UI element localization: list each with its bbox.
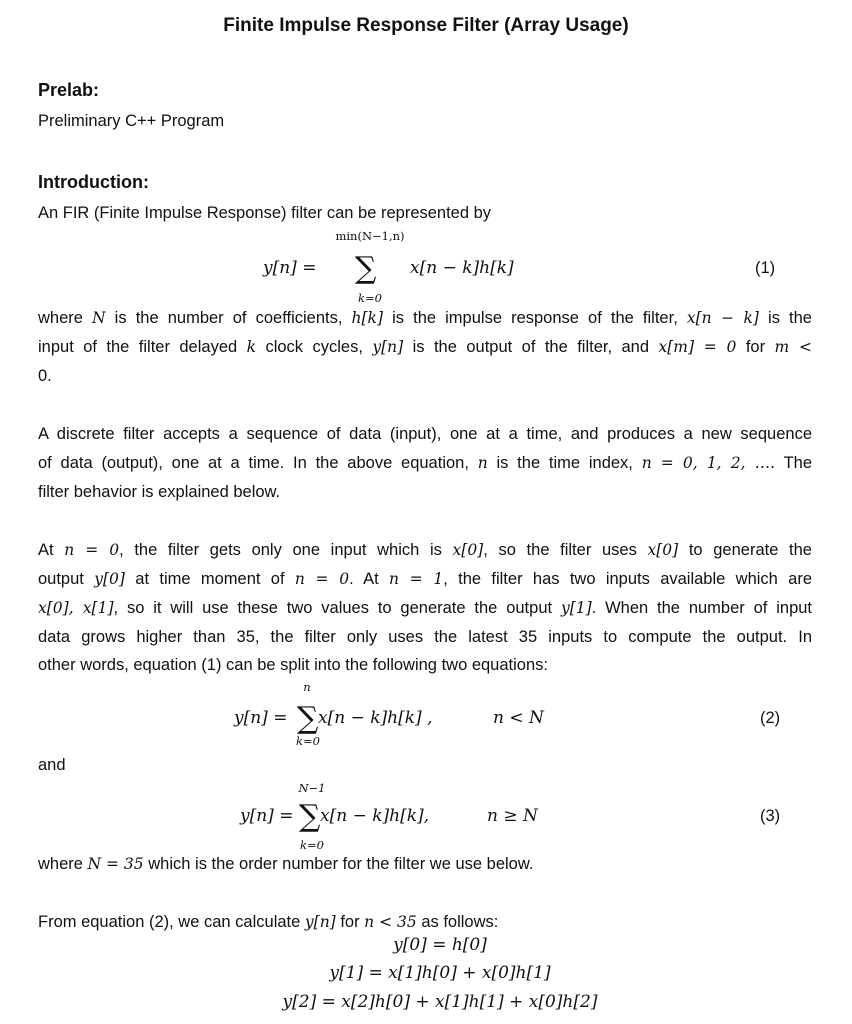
document-title: Finite Impulse Response Filter (Array Usage) bbox=[223, 15, 629, 36]
equation-body: x[n − k]h[k] , bbox=[318, 708, 433, 728]
equation-lhs: y[n] = bbox=[234, 708, 288, 728]
text-segment: An FIR (Finite Impulse Response) filter can be represented by bbox=[38, 204, 492, 222]
equation-body: x[n − k]h[k] bbox=[410, 258, 514, 278]
text-line bbox=[38, 654, 812, 676]
text-segment: filter behavior is explained below. bbox=[38, 483, 281, 501]
equation-lhs: y[n] = bbox=[263, 258, 317, 278]
text-line bbox=[38, 597, 812, 619]
text-line bbox=[38, 481, 812, 503]
text-segment: , the filter gets only one input which is bbox=[119, 541, 453, 559]
sigma-symbol: ∑ bbox=[297, 701, 319, 736]
prelab-text: Preliminary C++ Program bbox=[38, 112, 225, 130]
sum-lower-limit: k=0 bbox=[358, 291, 382, 305]
text-segment: is the time index, bbox=[487, 454, 642, 472]
inline-math: y[0] bbox=[94, 570, 125, 588]
inline-math: y[n] bbox=[304, 913, 336, 931]
text-segment: , the filter has two inputs available which are bbox=[443, 570, 812, 588]
text-line bbox=[38, 626, 812, 648]
inline-math: y[n] bbox=[372, 338, 404, 356]
equation-lhs: y[n] = bbox=[240, 806, 294, 826]
inline-math: N = 35 bbox=[87, 855, 144, 873]
equation-number: (1) bbox=[755, 259, 776, 277]
prelab-heading: Prelab: bbox=[38, 80, 100, 100]
inline-math: y[0] = h[0] bbox=[393, 935, 487, 955]
inline-math: x[n − k] bbox=[686, 309, 759, 327]
text-segment: where bbox=[38, 855, 88, 873]
text-segment: for bbox=[736, 338, 775, 356]
sigma-symbol: ∑ bbox=[355, 251, 377, 286]
text-line bbox=[38, 202, 812, 224]
text-segment: A discrete filter accepts a sequence of data (input), one at a time, and produces a new sequence bbox=[38, 425, 812, 443]
equation-number: (2) bbox=[760, 709, 781, 727]
text-line bbox=[38, 911, 812, 933]
inline-math: x[m] = 0 bbox=[658, 338, 737, 356]
introduction-heading: Introduction: bbox=[38, 172, 149, 192]
equation-number: (3) bbox=[760, 807, 781, 825]
sum-lower-limit: k=0 bbox=[300, 838, 324, 852]
text-segment: for bbox=[335, 913, 365, 931]
sum-upper-limit: N−1 bbox=[298, 781, 326, 795]
text-line bbox=[38, 423, 812, 445]
inline-math: x[0], x[1] bbox=[38, 599, 114, 617]
inline-math: x[0] bbox=[647, 541, 679, 559]
inline-math: x[0] bbox=[452, 541, 484, 559]
inline-math: y[1] = x[1]h[0] + x[0]h[1] bbox=[329, 963, 551, 983]
equation-body: x[n − k]h[k], bbox=[320, 806, 430, 826]
sum-upper-limit: n bbox=[303, 680, 311, 694]
text-segment: is the impulse response of the filter, bbox=[383, 309, 687, 327]
text-segment: data grows higher than 35, the filter only uses the latest 35 inputs to compute the output. In bbox=[38, 628, 812, 646]
text-segment: as follows: bbox=[416, 913, 499, 931]
text-line bbox=[0, 991, 852, 1013]
text-segment: is the bbox=[758, 309, 812, 327]
text-line bbox=[38, 754, 812, 776]
text-segment: other words, equation (1) can be split into the following two equations: bbox=[38, 656, 548, 674]
text-segment: clock cycles, bbox=[256, 338, 373, 356]
equation-condition: n ≥ N bbox=[487, 806, 538, 826]
inline-math: n bbox=[477, 454, 488, 472]
text-line bbox=[38, 336, 812, 358]
text-segment: at time moment of bbox=[124, 570, 295, 588]
text-segment: is the output of the filter, and bbox=[403, 338, 659, 356]
text-segment: . When the number of input bbox=[591, 599, 812, 617]
inline-math: m < bbox=[774, 338, 812, 356]
text-segment: to generate the bbox=[678, 541, 812, 559]
inline-math: n = 1 bbox=[389, 570, 444, 588]
text-line bbox=[38, 307, 812, 329]
inline-math: y[1] bbox=[560, 599, 592, 617]
text-line bbox=[38, 568, 812, 590]
inline-math: y[2] = x[2]h[0] + x[1]h[1] + x[0]h[2] bbox=[282, 992, 598, 1012]
inline-math: n = 0, 1, 2, …. bbox=[641, 454, 776, 472]
text-segment: At bbox=[38, 541, 65, 559]
inline-math: n = 0 bbox=[294, 570, 350, 588]
text-segment: is the number of coefficients, bbox=[105, 309, 352, 327]
text-segment: and bbox=[38, 756, 66, 774]
text-line bbox=[0, 962, 852, 984]
sigma-symbol: ∑ bbox=[299, 799, 321, 834]
text-segment: From equation (2), we can calculate bbox=[38, 913, 305, 931]
inline-math: n < 35 bbox=[364, 913, 417, 931]
text-segment: , so the filter uses bbox=[483, 541, 648, 559]
text-line bbox=[38, 853, 812, 875]
text-segment: output bbox=[38, 570, 95, 588]
inline-math: n = 0 bbox=[64, 541, 120, 559]
sum-lower-limit: k=0 bbox=[296, 734, 320, 748]
text-segment: , so it will use these two values to generate the output bbox=[113, 599, 561, 617]
inline-math: h[k] bbox=[351, 309, 384, 327]
text-line bbox=[38, 452, 812, 474]
text-line bbox=[0, 934, 852, 956]
text-line bbox=[38, 365, 812, 387]
sum-upper-limit: min(N−1,n) bbox=[335, 229, 405, 243]
text-segment: The bbox=[775, 454, 812, 472]
inline-math: N bbox=[92, 309, 106, 327]
text-segment: input of the filter delayed bbox=[38, 338, 247, 356]
text-segment: where bbox=[38, 309, 93, 327]
text-line bbox=[38, 539, 812, 561]
text-segment: . At bbox=[349, 570, 390, 588]
equation-condition: n < N bbox=[493, 708, 544, 728]
text-segment: which is the order number for the filter we use below. bbox=[143, 855, 534, 873]
text-segment: 0. bbox=[38, 367, 52, 385]
text-segment: of data (output), one at a time. In the above equation, bbox=[38, 454, 478, 472]
inline-math: k bbox=[246, 338, 257, 356]
